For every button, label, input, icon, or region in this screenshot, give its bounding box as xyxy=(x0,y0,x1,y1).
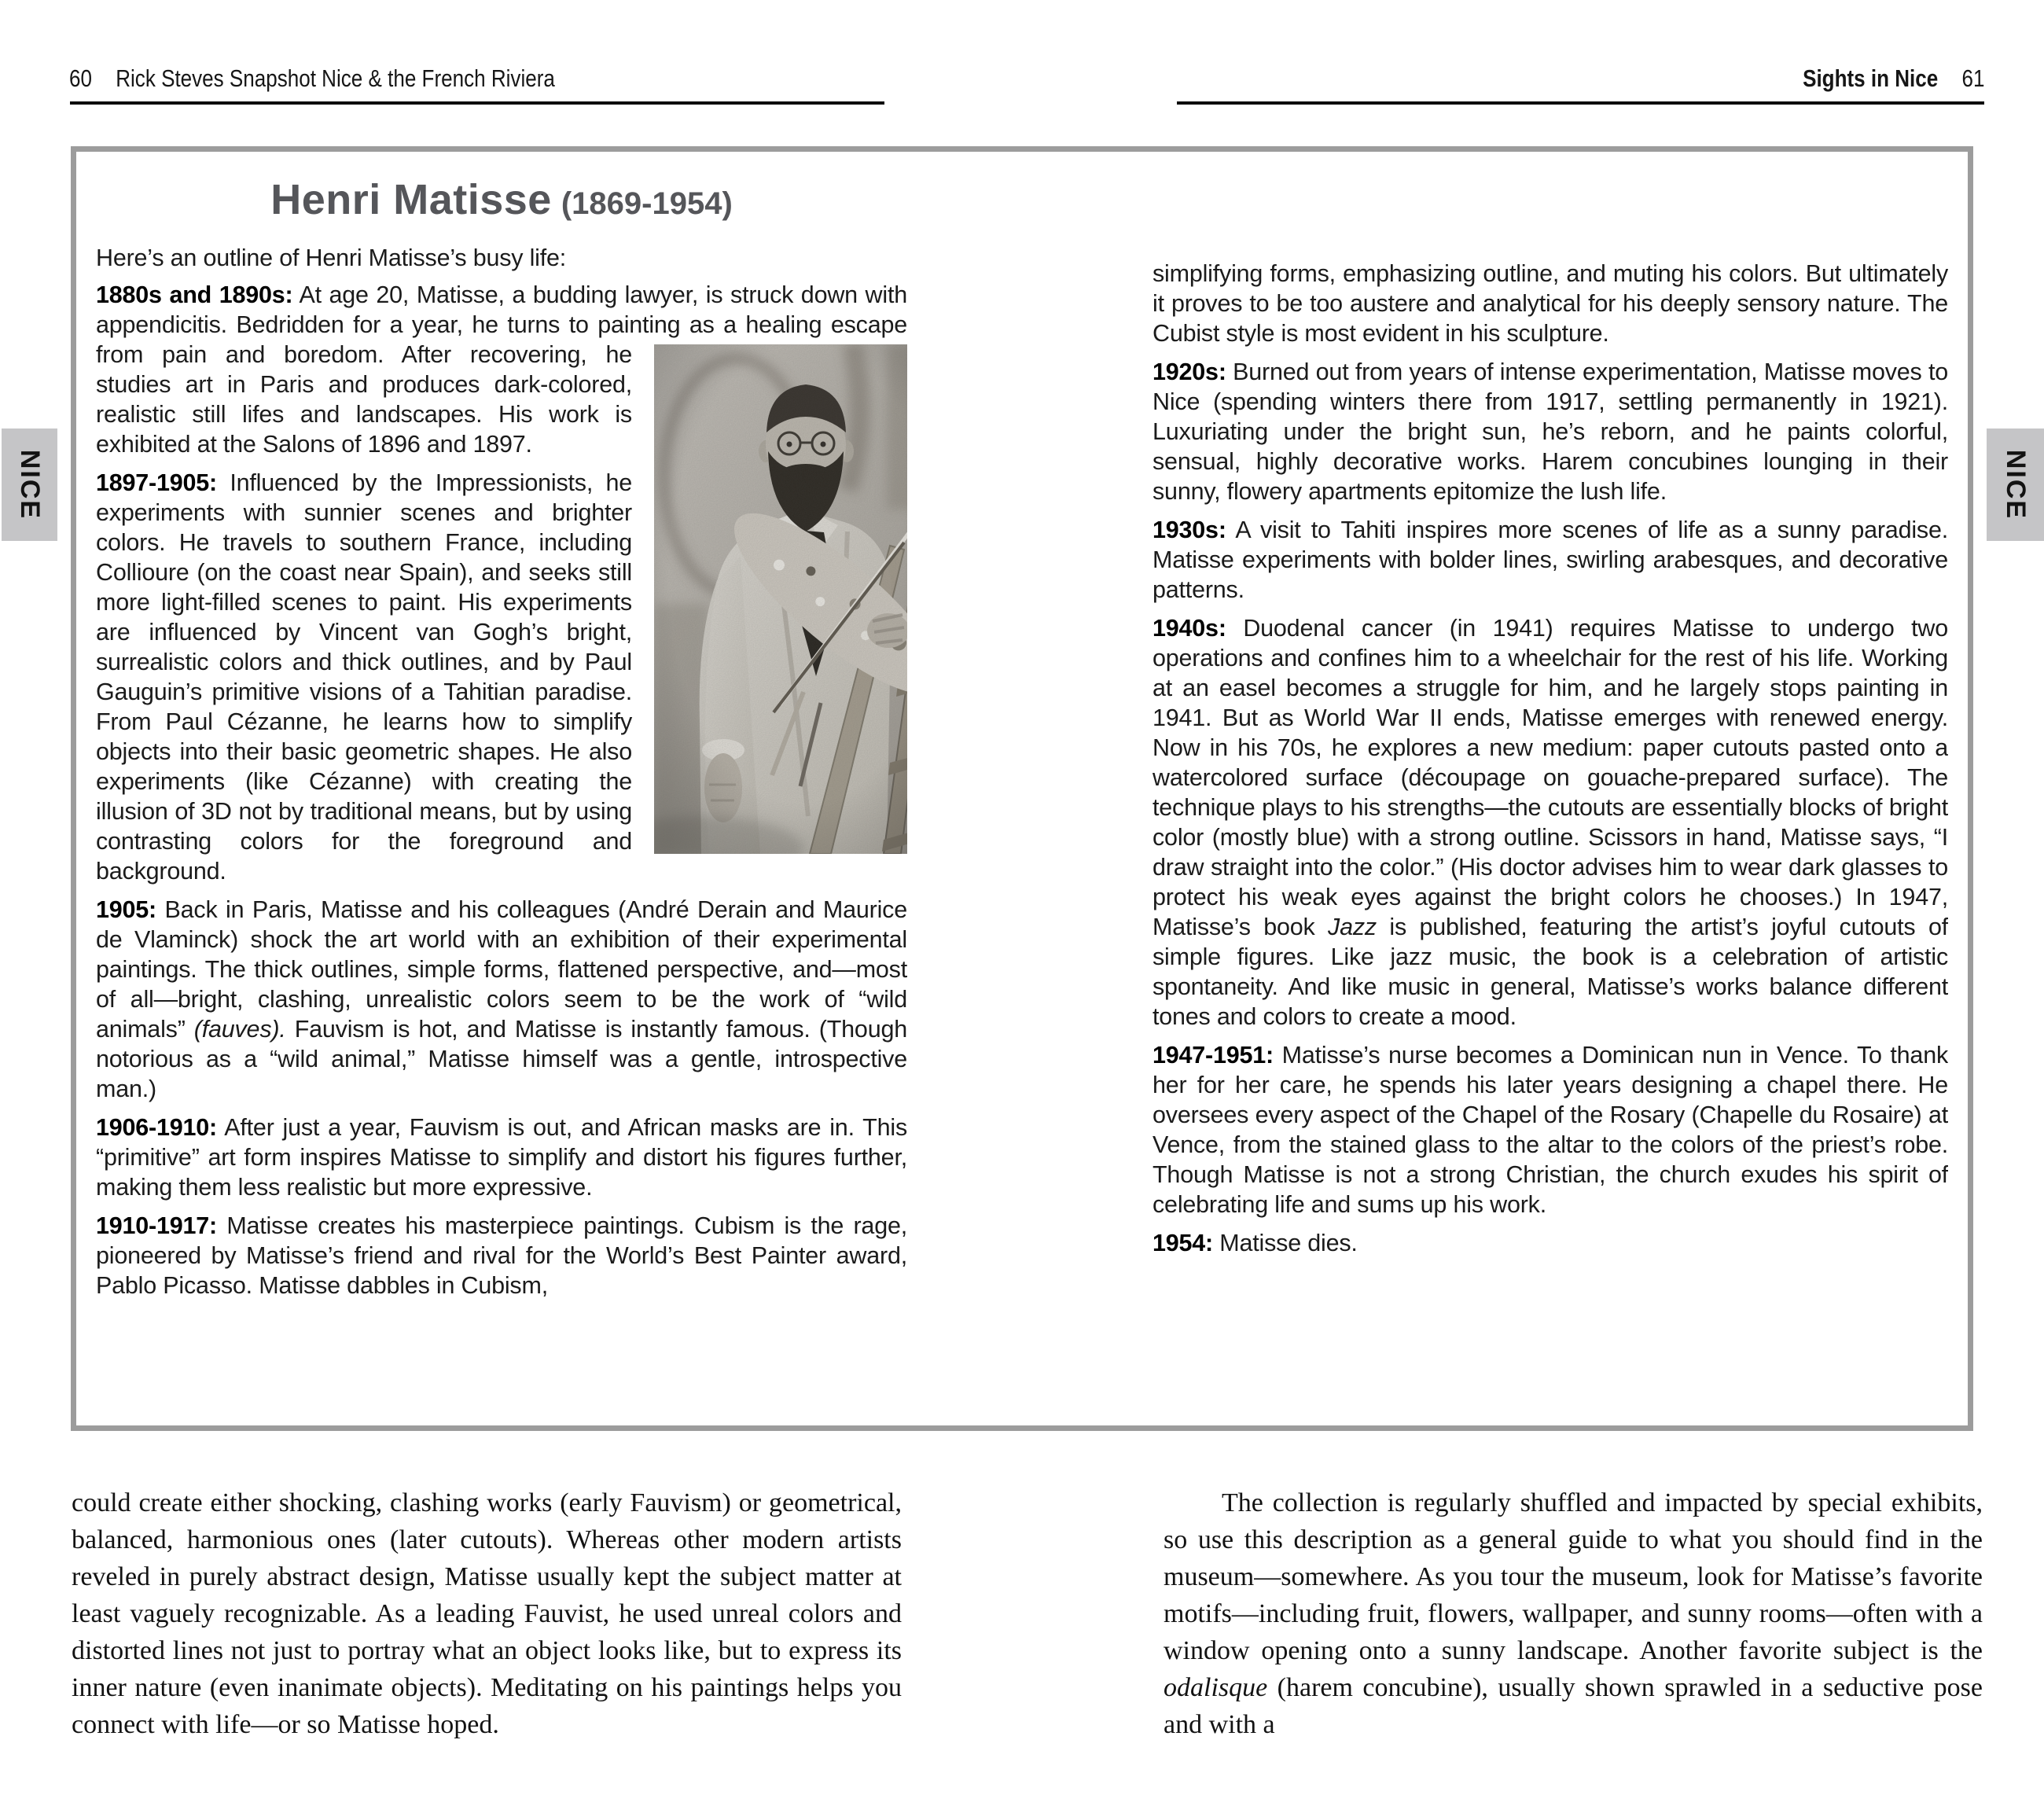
text-run: Matisse dies. xyxy=(1219,1230,1358,1256)
italic-text: (fauves). xyxy=(193,1016,286,1043)
text-run: After just a year, Fauvism is out, and African masks are in. This “primitive” art form inspires Matisse to simplify and distort his figures further, making them less realistic but more expressive. xyxy=(96,1114,907,1201)
timeline-lead: 1940s: xyxy=(1153,615,1226,642)
timeline-paragraph xyxy=(1153,613,1948,1032)
box-right-column xyxy=(1153,152,1948,1425)
text-run: Duodenal cancer (in 1941) requires Matisse to undergo two operations and confines him to a wheelchair for the rest of his life. Working at an easel becomes a struggle for him, and he largely stops painting in 1941. But as World War II ends, Matisse emerges with renewed energy. Now in his 70s, he explores a new medium: paper cutouts pasted onto a watercolored surface (découpage on gouache-prepared surface). The technique plays to his strengths—the cutouts are essentially blocks of bright color (mostly blue) with a strong outline. Scissors in hand, Matisse says, “I draw straight into the color.” (His doctor advises him to wear dark glasses to protect his weak eyes against the bright colors he chooses.) In 1947, Matisse’s book xyxy=(1153,615,1948,940)
box-intro: Here’s an outline of Henri Matisse’s busy life: xyxy=(96,245,567,271)
text-run: Influenced by the Impressionists, he experiments with sunnier scenes and brighter colors. He travels to southern France, including Collioure (on the coast near Spain), and seeks still more light-filled scenes to paint. His experiments are influenced by Vincent van Gogh’s bright, surrealistic colors and thick outlines, and by Paul Gauguin’s primitive visions of a Tahitian paradise. From Paul Cézanne, he learns how to simplify objects into their basic geometric shapes. He also experiments (like Cézanne) with creating the illusion of 3D not by traditional means, but by using contrasting colors for the foreground and background. xyxy=(96,469,632,885)
box-left-column xyxy=(96,152,907,1425)
book-title: Rick Steves Snapshot Nice & the French Riviera xyxy=(116,64,555,92)
italic-text: Jazz xyxy=(1328,914,1377,940)
timeline-paragraph xyxy=(1153,1228,1948,1258)
timeline-paragraph xyxy=(96,1211,907,1300)
text-run: Matisse creates his masterpiece paintings. Cubism is the rage, pioneered by Matisse’s friend and rival for the World’s Best Painter award, Pablo Picasso. Matisse dabbles in Cubism, xyxy=(96,1212,907,1299)
timeline-paragraph: 1880s and 1890s: At age 20, Matisse, a budding lawyer, is struck down with appendicitis. Bedridden for a year, he turns to painting as a healing escape from pain and boredom. After recovering, he studies art in Paris and produces dark-colored, realistic still lifes and landscapes. His work is exhibited at the Salons of 1896 and 1897. xyxy=(96,280,907,459)
timeline-lead: 1930s: xyxy=(1153,517,1226,543)
header-rule-right xyxy=(1177,101,1984,105)
text-run: Matisse’s nurse becomes a Dominican nun in Vence. To thank her for her care, he spends his later years designing a chapel there. He oversees every aspect of the Chapel of the Rosary (Chapelle du Rosaire) at Vence, from the stained glass to the altar to the colors of the priest’s robe. Though Matisse is not a strong Christian, the church exudes his spirit of celebrating life and sums up his work. xyxy=(1153,1042,1948,1218)
timeline-lead: 1897-1905: xyxy=(96,469,218,496)
text-run: (harem concubine), usually shown sprawled in a seductive pose and with a xyxy=(1164,1673,1983,1739)
body-text-left-column xyxy=(72,1484,902,1743)
timeline-lead: 1880s and 1890s: xyxy=(96,281,293,308)
nice-tab-label: NICE xyxy=(15,449,46,520)
text-run: Burned out from years of intense experimentation, Matisse moves to Nice (spending winters there from 1917, settling permanently in 1921). Luxuriating under the bright sun, he’s reborn, and he paints colorful, sensual, highly decorative works. Harem concubines lounging in their sunny, flowery apartments epitomize the lush life. xyxy=(1153,359,1948,505)
header-rule-left xyxy=(70,101,884,105)
running-head-left xyxy=(69,64,648,93)
timeline-lead: 1954: xyxy=(1153,1230,1214,1256)
nice-tab-right xyxy=(1987,429,2044,541)
timeline-paragraph xyxy=(1153,259,1948,348)
running-head-right xyxy=(1768,64,1984,93)
page-number-left: 60 xyxy=(69,64,92,92)
italic-text: odalisque xyxy=(1164,1673,1268,1702)
matisse-portrait-photo xyxy=(654,344,907,854)
page-number-right: 61 xyxy=(1961,64,1984,92)
matisse-portrait-svg xyxy=(654,344,907,854)
text-run: simplifying forms, emphasizing outline, and muting his colors. But ultimately it proves to be too austere and analytical for his deeply sensory nature. The Cubist style is most evident in his sculpture. xyxy=(1153,260,1948,347)
section-title: Sights in Nice xyxy=(1802,64,1938,92)
timeline-lead: 1906-1910: xyxy=(96,1114,218,1141)
text-run: Fauvism is hot, and Matisse is instantly famous. (Though notorious as a “wild animal,” Matisse himself was a gentle, introspective man.) xyxy=(96,1016,907,1102)
box-title-years: (1869-1954) xyxy=(561,186,733,221)
timeline-paragraph xyxy=(1153,1040,1948,1219)
bottom-right-paragraph xyxy=(1164,1484,1983,1743)
nice-tab-label: NICE xyxy=(2001,449,2031,520)
box-title-wrap xyxy=(96,175,907,224)
timeline-lead: 1905: xyxy=(96,896,157,923)
timeline-right-paragraphs xyxy=(1153,259,1948,1258)
timeline-paragraph xyxy=(1153,357,1948,506)
text-run: could create either shocking, clashing works (early Fauvism) or geometrical, balanced, harmonious ones (later cutouts). Whereas other modern artists reveled in purely abstract design, Matisse usually kept the subject matter at least vaguely recognizable. As a leading Fauvist, he used unreal colors and distorted lines not just to portray what an object looks like, but to express its inner nature (even inanimate objects). Meditating on his paintings helps you connect with life—or so Matisse hoped. xyxy=(72,1488,902,1739)
timeline-paragraph xyxy=(1153,515,1948,605)
matisse-sidebar-box xyxy=(71,146,1973,1431)
box-title: Henri Matisse xyxy=(270,176,552,223)
timeline-lead: 1920s: xyxy=(1153,359,1226,385)
timeline-paragraph xyxy=(96,895,907,1104)
text-run: The collection is regularly shuffled and impacted by special exhibits, so use this description as a general guide to what you should find in the museum—somewhere. As you tour the museum, look for Matisse’s favorite motifs—including fruit, flowers, wallpaper, and sunny rooms—often with a window opening onto a sunny landscape. Another favorite subject is the xyxy=(1164,1488,1983,1665)
nice-tab-left xyxy=(2,429,57,541)
timeline-lead: 1947-1951: xyxy=(1153,1042,1274,1068)
text-run: A visit to Tahiti inspires more scenes of life as a sunny paradise. Matisse experiments with bolder lines, swirling arabesques, and decorative patterns. xyxy=(1153,517,1948,603)
bottom-left-paragraph xyxy=(72,1484,902,1743)
timeline-paragraph xyxy=(96,1113,907,1202)
text-run: is published, featuring the artist’s joyful cutouts of simple figures. Like jazz music, the book is a celebration of artistic spontaneity. And like music in general, Matisse’s works balance different tones and colors to create a mood. xyxy=(1153,914,1948,1030)
body-text-right-column xyxy=(1164,1484,1983,1743)
text-run: Back in Paris, Matisse and his colleagues (André Derain and Maurice de Vlaminck) shock the art world with an exhibition of their experimental paintings. The thick outlines, simple forms, flattened perspective, and—most of all—bright, clashing, unrealistic colors seem to be the work of “wild animals” xyxy=(96,896,907,1043)
timeline-lead: 1910-1917: xyxy=(96,1212,218,1239)
timeline-left-paragraphs xyxy=(96,280,907,1300)
